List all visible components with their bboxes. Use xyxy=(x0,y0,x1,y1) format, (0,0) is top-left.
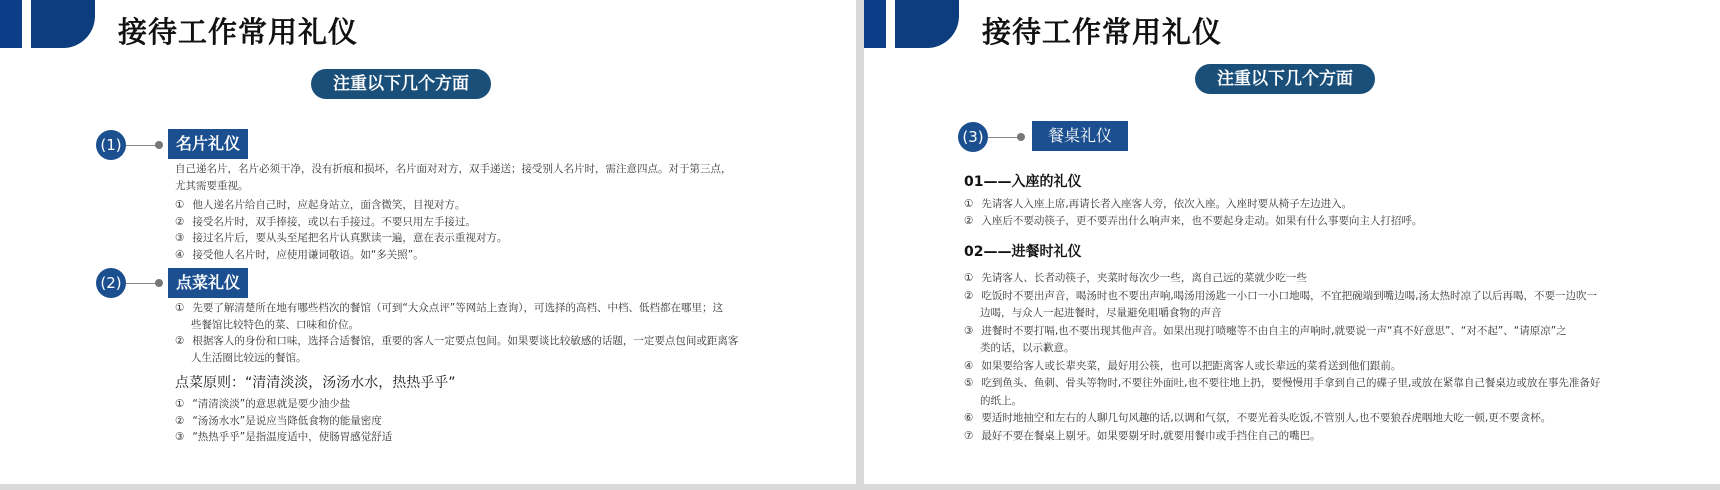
list-item: ⑤ 吃到鱼头、鱼刺、骨头等物时,不要往外面吐,也不要往地上扔，要慢慢用手拿到自己的碟子里,或放在紧靠自己餐桌边或放在事先准备好 xyxy=(964,377,1601,389)
slide-right xyxy=(864,0,1720,484)
title-bar-square xyxy=(864,0,886,48)
title-bar-shape xyxy=(31,0,95,48)
subsection-heading: 01——入座的礼仪 xyxy=(964,174,1082,190)
list-item: ② 吃饭时不要出声音，喝汤时也不要出声响,喝汤用汤匙一小口一小口地喝，不宜把碗端到嘴边喝,汤太热时凉了以后再喝，不要一边吹一 xyxy=(964,289,1598,302)
section-number-badge: (3) xyxy=(958,122,988,152)
connector-line xyxy=(126,283,158,284)
connector-dot xyxy=(1017,133,1025,141)
connector-dot xyxy=(155,141,163,149)
title-bar-square xyxy=(0,0,22,48)
list-item: ② “汤汤水水”是说应当降低食物的能量密度 xyxy=(175,414,382,427)
section-intro xyxy=(175,161,732,194)
list-item: ① 先请客人入座上席,再请长者入座客人旁，依次入座。入座时要从椅子左边进入。 xyxy=(964,198,1353,210)
dining-list xyxy=(964,270,1600,445)
list-item-continuation: 边喝，与众人一起进餐时，尽量避免咀嚼食物的声音 xyxy=(980,307,1222,319)
card-etiquette-list xyxy=(175,197,507,263)
connector-line xyxy=(988,137,1020,138)
list-item-continuation: 类的话，以示歉意。 xyxy=(980,342,1075,354)
list-item: ① 先请客人、长者动筷子，夹菜时每次少一些，离自己远的菜就少吃一些 xyxy=(964,272,1307,284)
list-item: ③ “热热乎乎”是指温度适中，使肠胃感觉舒适 xyxy=(175,431,393,443)
list-item: ① “清清淡淡”的意思就是要少油少盐 xyxy=(175,398,351,410)
connector-dot xyxy=(155,279,163,287)
list-item: ① 先要了解清楚所在地有哪些档次的餐馆（可到“大众点评”等网站上查询），可选择的高档、中档、低档都在哪里；这 xyxy=(175,302,723,314)
ordering-principle: 点菜原则：“清清淡淡，汤汤水水，热热乎乎” xyxy=(175,375,456,391)
list-item: ④ 接受他人名片时，应使用谦词敬语。如“多关照”。 xyxy=(175,248,424,261)
section-number-badge: (2) xyxy=(96,268,126,298)
subtitle-pill: 注重以下几个方面 xyxy=(311,69,491,99)
subsection-heading: 02——进餐时礼仪 xyxy=(964,244,1082,260)
list-item: ⑥ 要适时地抽空和左右的人聊几句风趣的话,以调和气氛，不要光着头吃饭,不管别人,也不要狼吞虎咽地大吃一顿,更不要贪杯。 xyxy=(964,412,1552,424)
slide-title: 接待工作常用礼仪 xyxy=(118,15,359,49)
slide-title: 接待工作常用礼仪 xyxy=(982,15,1223,49)
list-item-continuation: 的纸上。 xyxy=(980,394,1022,407)
list-item: ③ 进餐时不要打嗝,也不要出现其他声音。如果出现打喷嚏等不由自主的声响时,就要说一声“真不好意思”、“对不起”、“请原凉”之 xyxy=(964,324,1567,337)
list-item: ③ 接过名片后，要从头至尾把名片认真默读一遍，意在表示重视对方。 xyxy=(175,232,508,244)
list-item-continuation: 些餐馆比较特色的菜、口味和价位。 xyxy=(191,318,359,331)
list-item: ④ 如果要给客人或长辈夹菜，最好用公筷，也可以把距离客人或长辈远的菜肴送到他们跟前。 xyxy=(964,359,1402,372)
seating-list xyxy=(964,196,1422,229)
section-heading: 名片礼仪 xyxy=(168,129,248,159)
list-item: ⑦ 最好不要在餐桌上剔牙。如果要剔牙时,就要用餐巾或手挡住自己的嘴巴。 xyxy=(964,429,1321,442)
ordering-list xyxy=(175,300,738,366)
principle-list xyxy=(175,396,392,446)
section-heading: 餐桌礼仪 xyxy=(1032,121,1128,151)
section-heading: 点菜礼仪 xyxy=(168,268,248,298)
subtitle-pill: 注重以下几个方面 xyxy=(1195,64,1375,94)
slide-left xyxy=(0,0,856,484)
list-item-continuation: 人生活圈比较远的餐馆。 xyxy=(191,351,307,364)
list-item: ② 根据客人的身份和口味，选择合适餐馆，重要的客人一定要点包间。如果要谈比较敏感的话题，一定要点包间或距离客 xyxy=(175,335,739,347)
title-bar-shape xyxy=(895,0,959,48)
list-item: ② 入座后不要动筷子，更不要弄出什么响声来，也不要起身走动。如果有什么事要向主人打招呼。 xyxy=(964,214,1423,227)
list-item: ② 接受名片时，双手捧接，或以右手接过。不要只用左手接过。 xyxy=(175,215,476,228)
connector-line xyxy=(126,145,158,146)
intro-line: 尤其需要重视。 xyxy=(175,179,249,192)
intro-line: 自己递名片，名片必须干净，没有折痕和损坏，名片面对对方，双手递送；接受别人名片时，需注意四点。对于第三点， xyxy=(175,163,732,175)
list-item: ① 他人递名片给自己时，应起身站立，面含微笑，目视对方。 xyxy=(175,199,466,211)
section-number-badge: (1) xyxy=(96,130,126,160)
